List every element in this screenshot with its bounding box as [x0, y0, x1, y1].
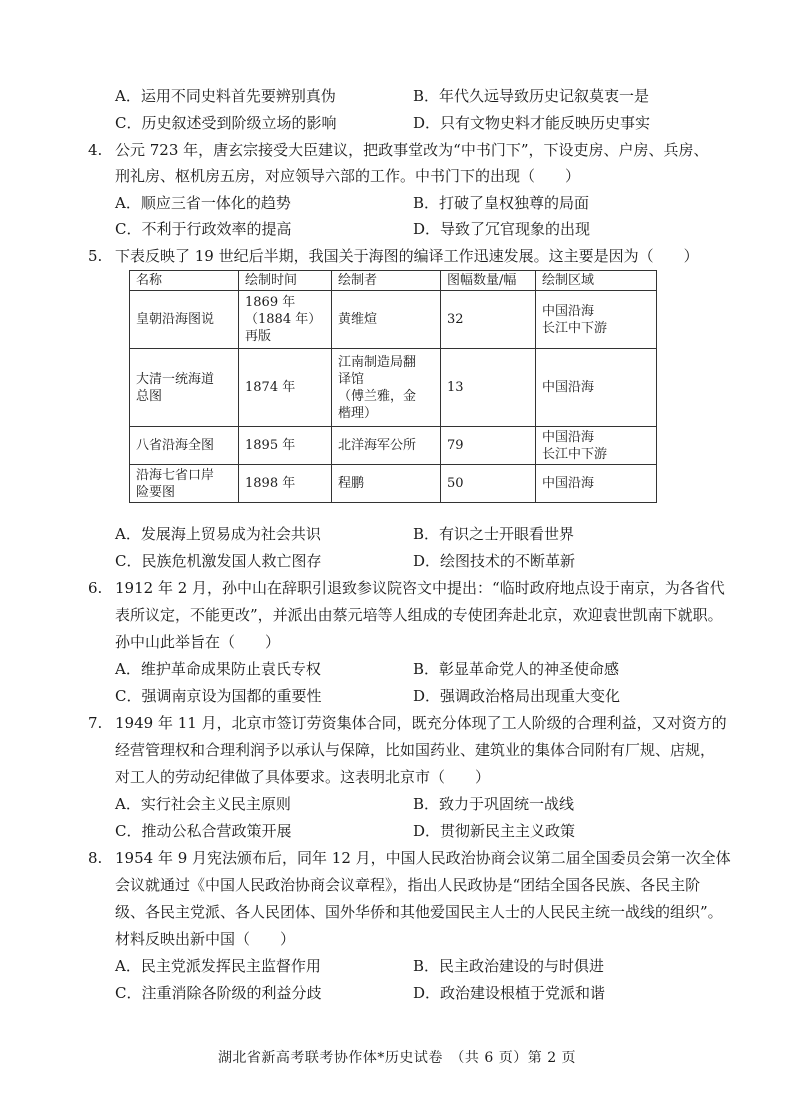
table-cell: 八省沿海全图 [130, 427, 239, 465]
table-header-cell: 绘制者 [332, 271, 441, 291]
q7-option-c: C．推动公私合营政策开展 [115, 822, 292, 840]
q8-stem-line: 材料反映出新中国（ ） [115, 930, 296, 948]
table-cell: 中国沿海 [536, 465, 657, 503]
table-cell: 黄维煊 [332, 291, 441, 349]
q4-option-b: B．打破了皇权独尊的局面 [413, 194, 590, 212]
table-cell: 50 [441, 465, 536, 503]
q7-option-b: B．致力于巩固统一战线 [413, 795, 575, 813]
q4-number: 4. [88, 141, 103, 159]
q3-option-d: D．只有文物史料才能反映历史事实 [413, 114, 651, 132]
table-header-cell: 名称 [130, 271, 239, 291]
table-cell: 沿海七省口岸 险要图 [130, 465, 239, 503]
q4-stem-line: 公元 723 年，唐玄宗接受大臣建议，把政事堂改为“中书门下”，下设吏房、户房、兵房、 [115, 141, 709, 159]
q8-stem-line: 会议就通过《中国人民政治协商会议章程》，指出人民政协是“团结全国各民族、各民主阶 [115, 876, 701, 894]
q4-stem-line: 刑礼房、枢机房五房，对应领导六部的工作。中书门下的出现（ ） [115, 167, 581, 185]
table-cell: 中国沿海 [536, 349, 657, 427]
q4-option-c: C．不利于行政效率的提高 [115, 220, 292, 238]
table-row [130, 427, 657, 465]
q7-stem-line: 对工人的劳动纪律做了具体要求。这表明北京市（ ） [115, 768, 491, 786]
table-cell: 大清一统海道 总图 [130, 349, 239, 427]
table-cell: 皇朝沿海图说 [130, 291, 239, 349]
q8-option-c: C．注重消除各阶级的利益分歧 [115, 984, 322, 1002]
q8-stem-line: 级、各民主党派、各人民团体、国外华侨和其他爱国民主人士的人民民主统一战线的组织”。 [115, 903, 723, 921]
q6-option-d: D．强调政治格局出现重大变化 [413, 687, 621, 705]
q5-option-d: D．绘图技术的不断革新 [413, 552, 576, 570]
q4-option-a: A．顺应三省一体化的趋势 [115, 194, 291, 212]
q6-stem-line: 孙中山此举旨在（ ） [115, 633, 281, 651]
q6-option-a: A．维护革命成果防止袁氏专权 [115, 660, 321, 678]
table-cell: 1898 年 [239, 465, 332, 503]
q8-option-d: D．政治建设根植于党派和谐 [413, 984, 606, 1002]
q7-number: 7. [88, 714, 103, 732]
q5-option-c: C．民族危机激发国人救亡图存 [115, 552, 322, 570]
table-cell: 北洋海军公所 [332, 427, 441, 465]
table-row [130, 349, 657, 427]
table-cell: 32 [441, 291, 536, 349]
table-row [130, 291, 657, 349]
q6-option-c: C．强调南京设为国都的重要性 [115, 687, 322, 705]
q7-stem-line: 1949 年 11 月，北京市签订劳资集体合同，既充分体现了工人阶级的合理利益，又对资方的 [115, 714, 727, 732]
q5-option-a: A．发展海上贸易成为社会共识 [115, 525, 321, 543]
q7-stem-line: 经营管理权和合理利润予以承认与保障，比如国药业、建筑业的集体合同附有厂规、店规， [115, 741, 716, 759]
table-cell: 79 [441, 427, 536, 465]
table-cell: 1869 年 （1884 年） 再版 [239, 291, 332, 349]
q3-option-a: A．运用不同史料首先要辨别真伪 [115, 87, 336, 105]
table-header-cell: 图幅数量/幅 [441, 271, 536, 291]
q8-stem-line: 1954 年 9 月宪法颁布后，同年 12 月，中国人民政治协商会议第二届全国委员会第一次全体 [115, 849, 731, 867]
q5-stem: 下表反映了 19 世纪后半期，我国关于海图的编译工作迅速发展。这主要是因为（ ） [115, 247, 699, 265]
table-cell: 江南制造局翻 译馆 （傅兰雅，金 楷理） [332, 349, 441, 427]
table-header-row [130, 271, 657, 291]
page-footer: 湖北省新高考联考协作体*历史试卷 （共 6 页）第 2 页 [217, 1050, 577, 1066]
q3-option-c: C．历史叙述受到阶级立场的影响 [115, 114, 337, 132]
table-cell: 中国沿海 长江中下游 [536, 291, 657, 349]
q6-option-b: B．彰显革命党人的神圣使命感 [413, 660, 620, 678]
q4-option-d: D．导致了冗官现象的出现 [413, 220, 591, 238]
table-header-cell: 绘制区域 [536, 271, 657, 291]
q5-option-b: B．有识之士开眼看世界 [413, 525, 575, 543]
q8-number: 8. [88, 849, 103, 867]
table-header-cell: 绘制时间 [239, 271, 332, 291]
q8-option-a: A．民主党派发挥民主监督作用 [115, 957, 321, 975]
q6-number: 6. [88, 579, 103, 597]
sea-chart-table [129, 270, 657, 503]
q3-option-b: B．年代久远导致历史记叙莫衷一是 [413, 87, 650, 105]
q5-number: 5. [88, 247, 103, 265]
q7-option-d: D．贯彻新民主主义政策 [413, 822, 576, 840]
table-cell: 1874 年 [239, 349, 332, 427]
table-row [130, 465, 657, 503]
table-cell: 程鹏 [332, 465, 441, 503]
q7-option-a: A．实行社会主义民主原则 [115, 795, 291, 813]
q6-stem-line: 1912 年 2 月，孙中山在辞职引退致参议院咨文中提出：“临时政府地点设于南京，为各省代 [115, 579, 725, 597]
q6-stem-line: 表所议定，不能更改”，并派出由蔡元培等人组成的专使团奔赴北京，欢迎袁世凯南下就职。 [115, 606, 723, 624]
table-cell: 1895 年 [239, 427, 332, 465]
q8-option-b: B．民主政治建设的与时俱进 [413, 957, 605, 975]
table-cell: 13 [441, 349, 536, 427]
table-cell: 中国沿海 长江中下游 [536, 427, 657, 465]
